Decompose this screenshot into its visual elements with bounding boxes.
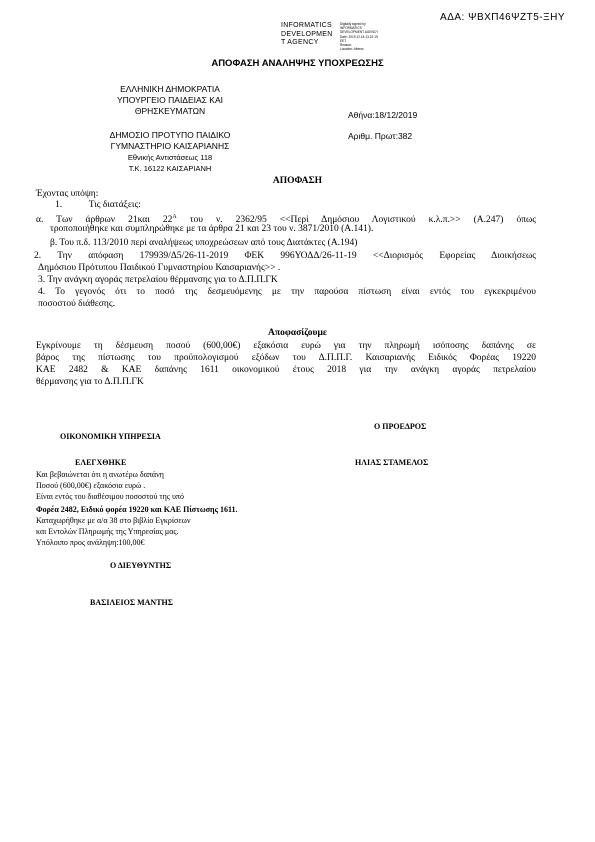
- protocol-number: Αριθμ. Πρωτ:382: [348, 131, 413, 141]
- stamp-line: Location: Athens: [340, 47, 364, 52]
- ada-code: ΑΔΑ: ΨΒΧΠ46ΨΖΤ5-ΞΗΥ: [440, 12, 565, 23]
- item-2-line-1: 2. Την απόφαση 179939/Δ5/26-11-2019 ΦΕΚ 996ΥΟΔΔ/26-11-19 <<Διορισμός Εφορείας Διοικήσεως: [34, 251, 536, 261]
- stamp-line: Reason:: [340, 43, 352, 48]
- director-name: ΒΑΣΙΛΕΙΟΣ ΜΑΝΤΗΣ: [90, 598, 173, 607]
- item-1-number: 1.: [55, 200, 63, 210]
- issuer-block: [80, 84, 260, 117]
- school-block: [80, 130, 260, 174]
- item-2-line-2: Δημόσιου Πρότυπου Παιδικού Γυμναστηρίου Καισαριανής>> .: [38, 263, 281, 273]
- having-regard: Έχοντας υπόψη:: [36, 189, 99, 199]
- item-1: [55, 199, 255, 211]
- item-a-pre: α. Των άρθρων 21και 22: [36, 215, 173, 226]
- cert-line: Καταχωρήθηκε με α/α 38 στο βιβλίο Εγκρίσεων: [36, 516, 191, 525]
- director-title: Ο ΔΙΕΥΘΥΝΤΗΣ: [110, 561, 172, 570]
- item-4-line-1: 4. Το γεγονός ότι το ποσό της δεσμευόμενης με την παρούσα πίστωση είναι εντός του εγκεκριμένου: [38, 287, 536, 297]
- item-a-line-2: τροποποιήθηκε και συμπληρώθηκε με τα άρθρα 21 και 23 του ν. 3871/2010 (Α.141).: [50, 224, 374, 234]
- cert-bold-line: Φορέα 2482, Ειδικό φορέα 19220 και ΚΑΕ Πίστωσης 1611.: [36, 505, 238, 514]
- checked-label: ΕΛΕΓΧΘΗΚΕ: [75, 458, 127, 467]
- cert-line: Ποσού (600,00€) εξακόσια ευρώ .: [36, 481, 146, 490]
- stamp-line: Date: 2019.12.18 13:22:19: [340, 34, 378, 39]
- school-line: ΔΗΜΟΣΙΟ ΠΡΟΤΥΠΟ ΠΑΙΔΙΚΟ: [109, 130, 231, 140]
- logo-line: INFORMATICS: [281, 22, 333, 29]
- logo-line: DEVELOPMEN: [281, 30, 333, 38]
- stamp-line: EET: [340, 38, 347, 43]
- issuer-line: ΘΡΗΣΚΕΥΜΑΤΩΝ: [134, 106, 206, 116]
- cert-line: και Εντολών Πληρωμής της Υπηρεσίας μας.: [36, 527, 179, 536]
- cert-line: Και βεβαιώνεται ότι η ανωτέρω δαπάνη: [36, 470, 164, 479]
- issue-date: Αθήνα:18/12/2019: [348, 110, 418, 120]
- address-line: Εθνικής Αντιστάσεως 118: [127, 153, 213, 162]
- item-4-line-2: ποσοστού διάθεσης.: [38, 299, 115, 309]
- school-line: ΓΥΜΝΑΣΤΗΡΙΟ ΚΑΙΣΑΡΙΑΝΗΣ: [110, 141, 230, 151]
- issuer-line: ΥΠΟΥΡΓΕΙΟ ΠΑΙΔΕΙΑΣ ΚΑΙ: [116, 95, 224, 105]
- item-a-sup: Α: [172, 214, 177, 220]
- decide-heading: Αποφασίζουμε: [268, 328, 327, 338]
- approval-line: Εγκρίνουμε τη δέσμευση ποσού (600,00€) εξακόσια ευρώ για την πληρωμή ισόποσης δαπάνης σε: [36, 341, 536, 351]
- issuer-line: ΕΛΛΗΝΙΚΗ ΔΗΜΟΚΡΑΤΙΑ: [120, 84, 220, 94]
- digital-signature-stamp: [340, 22, 382, 51]
- item-b: β. Του π.δ. 113/2010 περί αναλήψεως υποχρεώσεων από τους Διατάκτες (Α.194): [50, 238, 358, 248]
- cert-line: Υπόλοιπο προς ανάληψη:100,00€: [36, 538, 145, 547]
- decision-heading: ΑΠΟΦΑΣΗ: [272, 176, 323, 186]
- president-name: ΗΛΙΑΣ ΣΤΑΜΕΛΟΣ: [355, 458, 429, 467]
- certification-block: [36, 469, 238, 548]
- stamp-line: Digitally signed by: [340, 22, 366, 26]
- signature-logo-text: [281, 22, 333, 48]
- item-a-post: του ν. 2362/95 <<Περί Δημόσιου Λογιστικού κ.λ.π.>> (Α.247) όπως: [189, 215, 537, 226]
- address-line: Τ.Κ. 16122 ΚΑΙΣΑΡΙΑΝΗ: [128, 164, 212, 173]
- cert-line: Είναι εντός του διαθέσιμου ποσοστού της υπό: [36, 492, 184, 501]
- item-1-text: Τις διατάξεις:: [88, 200, 141, 210]
- item-3: 3. Την ανάγκη αγοράς πετρελαίου θέρμανσης για το Δ.Π.Π.ΓΚ: [38, 275, 278, 285]
- logo-line: T AGENCY: [281, 39, 319, 46]
- approval-line: βάρος της πίστωσης του προϋπολογισμού εξόδων του Δ.Π.Π.Γ. Καισαριανής Ειδικός Φορέας 19220: [36, 353, 536, 363]
- finance-title: ΟΙΚΟΝΟΜΙΚΗ ΥΠΗΡΕΣΙΑ: [60, 432, 161, 441]
- approval-line: ΚΑΕ 2482 & ΚΑΕ δαπάνης 1611 οικονομικού έτους 2018 για την ανάγκη αγοράς πετρελαίου: [36, 365, 536, 375]
- approval-line: θέρμανσης για το Δ.Π.Π.ΓΚ: [36, 377, 144, 387]
- president-title: Ο ΠΡΟΕΔΡΟΣ: [374, 422, 427, 431]
- approval-paragraph: [36, 340, 536, 388]
- stamp-line: INFORMATICS DEVELOPMENT AGENCY: [340, 26, 379, 35]
- document-title: ΑΠΟΦΑΣΗ ΑΝΑΛΗΨΗΣ ΥΠΟΧΡΕΩΣΗΣ: [211, 58, 384, 69]
